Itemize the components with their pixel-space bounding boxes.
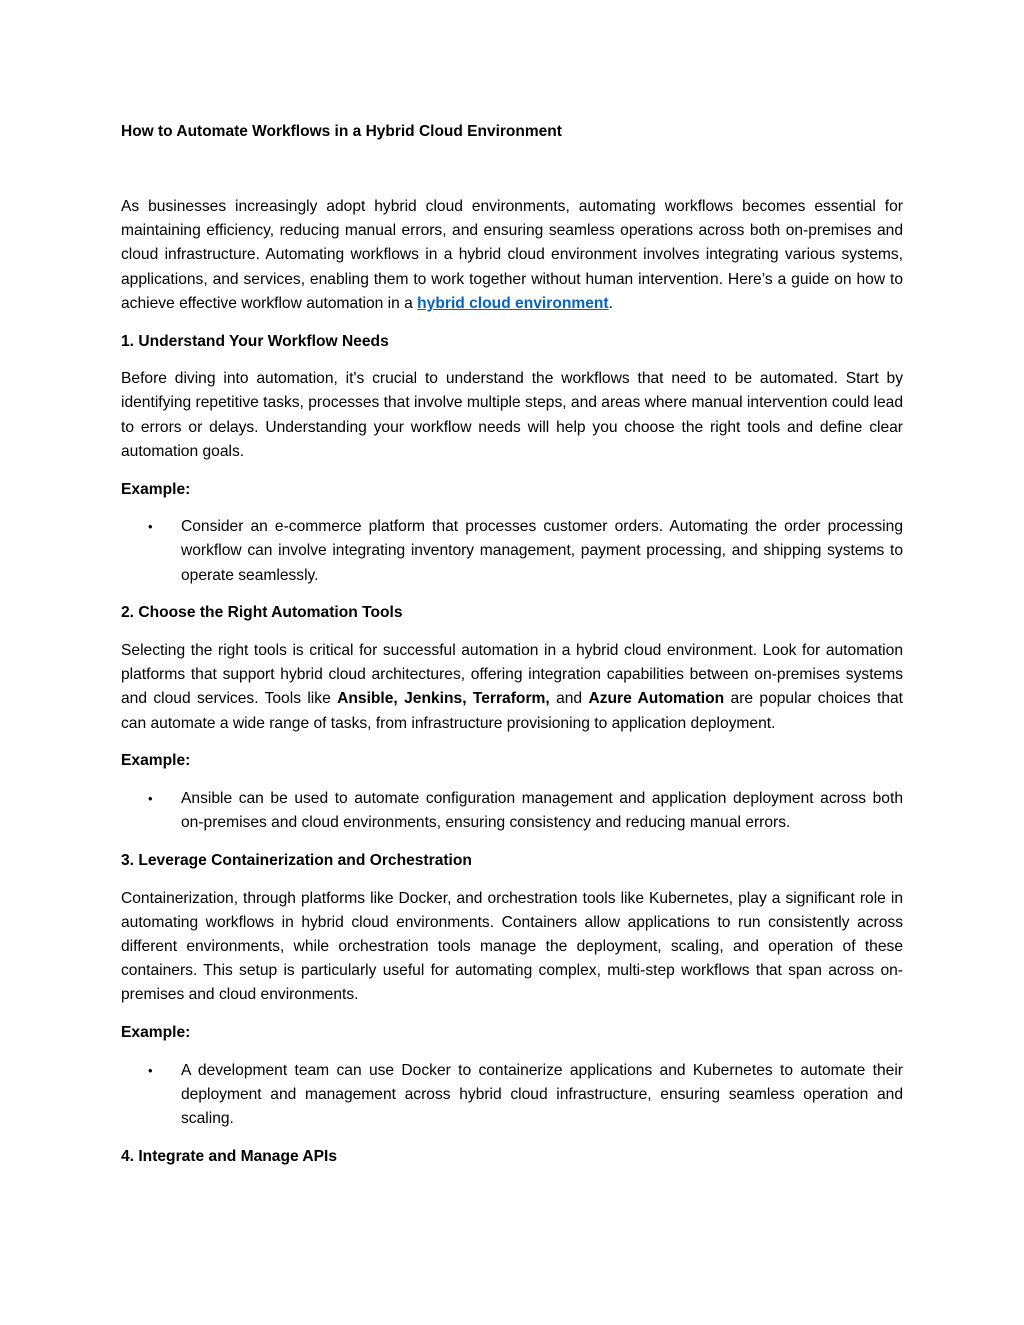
- example-list-1: [121, 515, 903, 588]
- hybrid-cloud-link[interactable]: hybrid cloud environment: [417, 294, 609, 312]
- intro-text: As businesses increasingly adopt hybrid cloud environments, automating workflows becomes essential for maintaining efficiency, reducing manual errors, and ensuring seamless operations across both on-premises and cloud infrastructure. Automating workflows in a hybrid cloud environment involves integrating various systems, applications, and services, enabling them to work together without human intervention. Here’s a guide on how to achieve effective workflow automation in a: [121, 198, 903, 312]
- list-item: [148, 787, 903, 835]
- example-label-3: Example:: [121, 1024, 191, 1042]
- section-body-2-part2: are popular choices that can automate a wide range of tasks, from infrastructure provisioning to application deployment.: [121, 690, 904, 732]
- document-body: [121, 195, 903, 1183]
- intro-period: .: [608, 294, 613, 312]
- tools-list-bold: Ansible, Jenkins, Terraform,: [337, 690, 550, 708]
- example-list-2: [121, 787, 903, 835]
- bullet-icon: •: [148, 791, 153, 807]
- section-body-2-part1: Selecting the right tools is critical for successful automation in a hybrid cloud environment. Look for automation platforms that support hybrid cloud architectures, offering integration capabilities between on-premises systems and cloud services. Tools like: [121, 642, 903, 708]
- section-heading-1: 1. Understand Your Workflow Needs: [121, 332, 389, 350]
- list-item-text: Consider an e-commerce platform that processes customer orders. Automating the order processing workflow can involve integrating inventory management, payment processing, and shipping systems to operate seamlessly.: [181, 518, 903, 584]
- example-label-1: Example:: [121, 480, 191, 498]
- example-label-2: Example:: [121, 752, 191, 770]
- section-body-2: [121, 639, 903, 736]
- bullet-icon: •: [148, 519, 153, 535]
- page-title: How to Automate Workflows in a Hybrid Cloud Environment: [121, 123, 562, 140]
- section-body-3: Containerization, through platforms like Docker, and orchestration tools like Kubernetes, play a significant role in automating workflows in hybrid cloud environments. Containers allow applications to run consistently across different environments, while orchestration tools manage the deployment, scaling, and operation of these containers. This setup is particularly useful for automating complex, multi-step workflows that span across on-premises and cloud environments.: [121, 889, 903, 1004]
- azure-automation-bold: Azure Automation: [588, 690, 725, 708]
- list-item-text: A development team can use Docker to containerize applications and Kubernetes to automate their deployment and management across hybrid cloud infrastructure, ensuring seamless operation and scaling.: [181, 1061, 903, 1128]
- example-list-3: [121, 1059, 903, 1132]
- section-body-1: Before diving into automation, it's crucial to understand the workflows that need to be automated. Start by identifying repetitive tasks, processes that involve multiple steps, and areas where manual intervention could lead to errors or delays. Understanding your workflow needs will help you choose the right tools and define clear automation goals.: [121, 370, 903, 460]
- section-heading-3: 3. Leverage Containerization and Orchestration: [121, 851, 472, 869]
- list-item: [148, 515, 903, 588]
- list-item: [148, 1059, 903, 1132]
- section-heading-2: 2. Choose the Right Automation Tools: [121, 604, 403, 622]
- bullet-icon: •: [148, 1062, 153, 1078]
- intro-paragraph: [121, 195, 903, 316]
- list-item-text: Ansible can be used to automate configuration management and application deployment across both on-premises and cloud environments, ensuring consistency and reducing manual errors.: [181, 790, 903, 832]
- section-heading-4: 4. Integrate and Manage APIs: [121, 1148, 338, 1165]
- section-body-2-and: and: [549, 690, 589, 708]
